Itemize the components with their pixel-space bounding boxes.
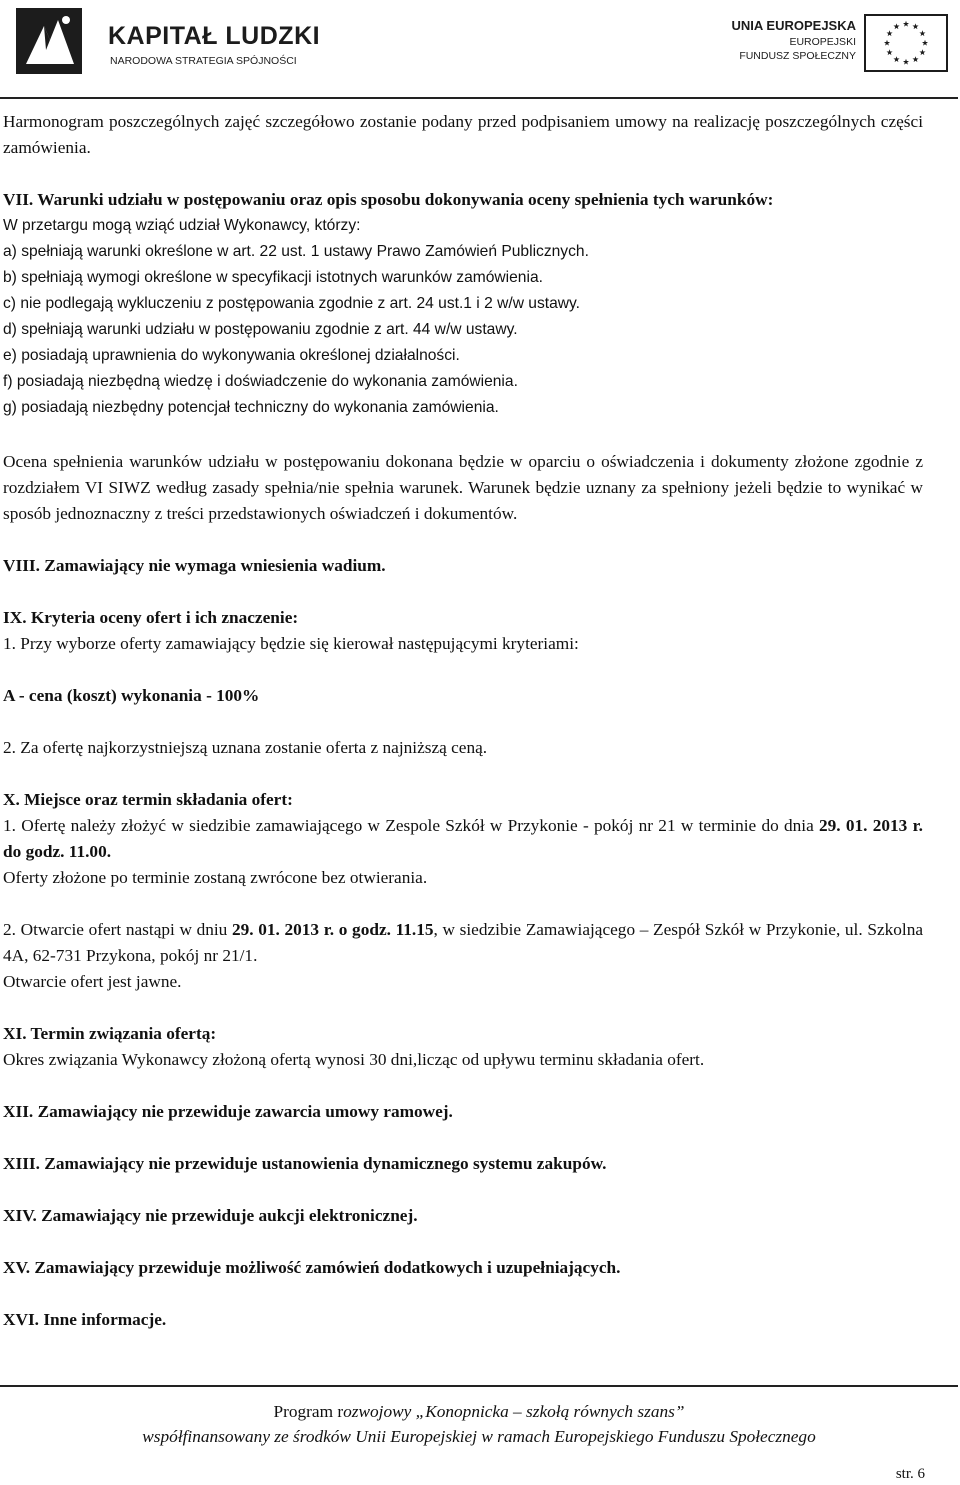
page-footer — [0, 1399, 958, 1449]
section-ix-heading: IX. Kryteria oceny ofert i ich znaczenie: — [3, 608, 299, 627]
kapital-ludzki-logo — [14, 6, 321, 76]
late-offers-note: Oferty złożone po terminie zostaną zwrócone bez otwierania. — [3, 868, 428, 887]
section-xii-heading: XII. Zamawiający nie przewiduje zawarcia umowy ramowej. — [3, 1102, 453, 1121]
condition-item-g: g) posiadają niezbędny potencjał techniczny do wykonania zamówienia. — [3, 399, 499, 416]
criterion-price: A - cena (koszt) wykonania - 100% — [3, 686, 260, 705]
opening-datetime: 29. 01. 2013 r. o godz. 11.15 — [231, 920, 434, 939]
section-xiv-heading: XIV. Zamawiający nie przewiduje aukcji elektronicznej. — [3, 1206, 418, 1225]
submission-paragraph — [3, 813, 923, 865]
section-xvi-heading: XVI. Inne informacje. — [3, 1310, 167, 1329]
kapital-ludzki-subtitle: NARODOWA STRATEGIA SPÓJNOŚCI — [110, 55, 297, 67]
assessment-paragraph: Ocena spełnienia warunków udziału w postępowaniu dokonana będzie w oparciu o oświadczenia i dokumenty złożone zgodnie z rozdziałem VI SIWZ według zasady spełnia/nie spełnia warunek. Warunek będzie uznany za spełniony jeżeli będzie to wynikać w sposób jednoznaczny z treści przedstawionych oświadczeń i dokumentów. — [3, 452, 923, 523]
section-xiii-heading: XIII. Zamawiający nie przewiduje ustanowienia dynamicznego systemu zakupów. — [3, 1154, 607, 1173]
kapital-ludzki-title: KAPITAŁ LUDZKI — [108, 22, 321, 50]
eu-logo-line1: EUROPEJSKI — [789, 36, 856, 48]
section-xi-heading: XI. Termin związania ofertą: — [3, 1024, 217, 1043]
condition-item-f: f) posiadają niezbędną wiedzę i doświadczenie do wykonania zamówienia. — [3, 373, 518, 390]
footer-program-prefix: Program r — [273, 1402, 344, 1421]
footer-program-line — [0, 1399, 958, 1424]
condition-item-e: e) posiadają uprawnienia do wykonywania określonej działalności. — [3, 347, 460, 364]
condition-item-d: d) spełniają warunki udziału w postępowaniu zgodnie z art. 44 w/w ustawy. — [3, 321, 518, 338]
submission-text: 1. Ofertę należy złożyć w siedzibie zamawiającego w Zespole Szkół w Przykonie - pokój nr 21 w terminie do dnia — [3, 816, 820, 835]
eu-stars-icon — [864, 14, 948, 72]
criteria-intro: 1. Przy wyborze oferty zamawiający będzie się kierował następującymi kryteriami: — [3, 634, 579, 653]
footer-cofinancing-line: współfinansowany ze środków Unii Europejskiej w ramach Europejskiego Funduszu Społecznego — [142, 1427, 816, 1446]
eu-logo-title: UNIA EUROPEJSKA — [731, 18, 856, 33]
opening-location: , w siedzibie Zamawiającego – Zespół Szkół w Przykonie, ul. Szkolna 4A, 62-731 Przykona, pokój nr 21/1. — [3, 920, 924, 965]
section-vii-lead: W przetargu mogą wziąć udział Wykonawcy, którzy: — [3, 217, 361, 234]
header-divider — [0, 97, 958, 99]
kapital-ludzki-emblem-icon — [14, 6, 94, 76]
footer-program-name: ozwojowy „Konopnicka – szkołą równych szans” — [343, 1402, 685, 1421]
condition-item-a: a) spełniają warunki określone w art. 22 ust. 1 ustawy Prawo Zamówień Publicznych. — [3, 243, 589, 260]
eu-logo — [731, 14, 950, 74]
page-number: str. 6 — [895, 1466, 925, 1482]
condition-item-c: c) nie podlegają wykluczeniu z postępowania zgodnie z art. 24 ust.1 i 2 w/w ustawy. — [3, 295, 580, 312]
section-xv-heading: XV. Zamawiający przewiduje możliwość zamówień dodatkowych i uzupełniających. — [3, 1258, 621, 1277]
opening-public-note: Otwarcie ofert jest jawne. — [3, 972, 182, 991]
condition-item-b: b) spełniają wymogi określone w specyfikacji istotnych warunków zamówienia. — [3, 269, 543, 286]
opening-paragraph — [3, 917, 923, 969]
document-body — [3, 109, 923, 1333]
footer-divider — [0, 1385, 958, 1387]
submission-deadline: 29. 01. 2013 r. do godz. 11.00. — [3, 816, 923, 861]
section-viii-heading: VIII. Zamawiający nie wymaga wniesienia wadium. — [3, 556, 386, 575]
section-x-heading: X. Miejsce oraz termin składania ofert: — [3, 790, 293, 809]
section-vii-heading: VII. Warunki udziału w postępowaniu oraz opis sposobu dokonywania oceny spełnienia tych warunków: — [3, 190, 774, 209]
eu-logo-line2: FUNDUSZ SPOŁECZNY — [739, 50, 856, 62]
criteria-note: 2. Za ofertę najkorzystniejszą uznana zostanie oferta z najniższą ceną. — [3, 738, 488, 757]
intro-paragraph: Harmonogram poszczególnych zajęć szczegółowo zostanie podany przed podpisaniem umowy na realizację poszczególnych części zamówienia. — [3, 112, 923, 157]
binding-period-text: Okres związania Wykonawcy złożoną ofertą wynosi 30 dni,licząc od upływu terminu składania ofert. — [3, 1050, 705, 1069]
opening-text: 2. Otwarcie ofert nastąpi w dniu — [3, 920, 232, 939]
page-header — [0, 0, 960, 100]
